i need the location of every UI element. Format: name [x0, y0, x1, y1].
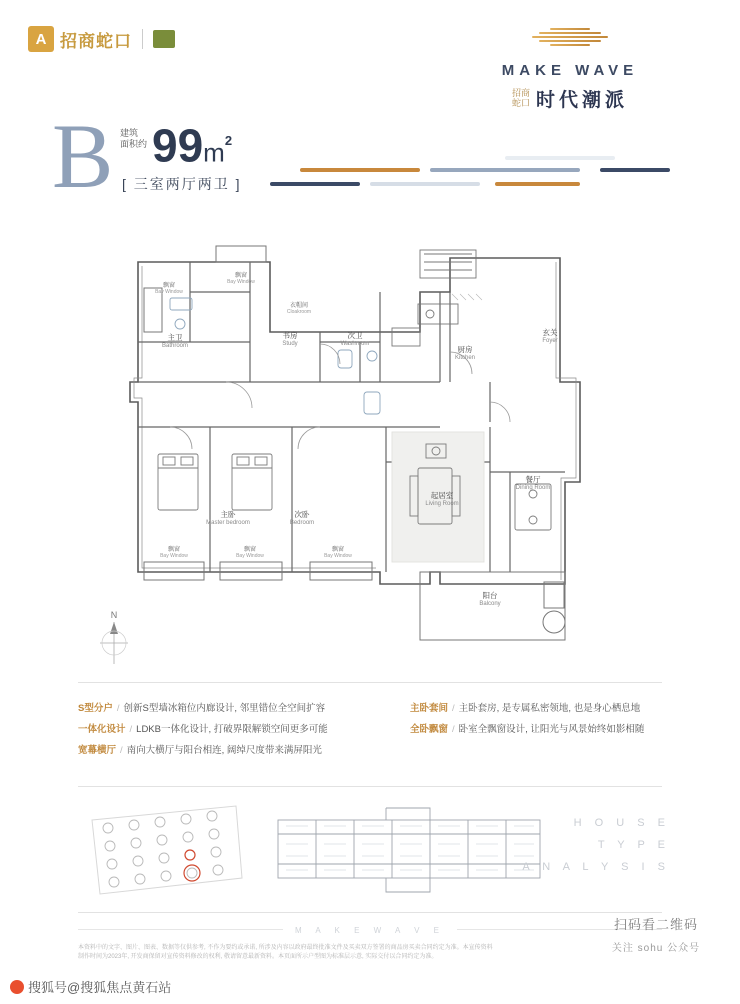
partner-logo-icon: [153, 30, 175, 48]
key-plan-diagram: [268, 794, 548, 906]
feature-key: S型分户: [78, 703, 113, 714]
feature-key: 宽幕横厅: [78, 745, 117, 756]
feature-item: S型分户 / 创新S型墙冰箱位内廊设计, 邻里错位全空间扩容: [78, 703, 326, 714]
watermark-text: 搜狐号@搜狐焦点黄石站: [28, 980, 172, 995]
area-label-line1: 建筑: [120, 128, 139, 138]
room-label: 衣帽间 Cloakroom: [286, 303, 312, 315]
compass-icon: N: [92, 610, 136, 672]
divider-top: [78, 682, 662, 683]
brand-prefix-line2: 蛇口: [511, 97, 530, 108]
feature-item: 主卧套间 / 主卧套房, 是专属私密领地, 也是身心栖息地: [410, 703, 641, 714]
room-label: 飘窗 Bay Window: [155, 283, 183, 295]
feature-item: 宽幕横厅 / 南向大横厅与阳台相连, 阔绰尺度带来满屏阳光: [78, 745, 322, 756]
brand-name-en: MAKE WAVE: [501, 62, 639, 79]
project-brand: [460, 18, 680, 112]
analysis-heading-line1: H O U S E: [573, 817, 670, 829]
unit-type-letter: B: [52, 105, 114, 207]
developer-logo: [28, 26, 175, 52]
room-label: 玄关 Foyer: [542, 328, 558, 344]
divider-middle: [78, 786, 662, 787]
feature-text: LDKB一体化设计, 打破界限解锁空间更多可能: [136, 724, 328, 735]
analysis-heading: [522, 812, 670, 878]
developer-logo-icon: A: [28, 26, 54, 52]
legal-disclaimer: 本资料中的文字、图片、图表、数据等仅供参考, 不作为要约或承诺, 所涉及内容以政府最终批准文件及买卖双方签署的商品房买卖合同约定为准。本宣传资料制作时间为2023年, 开发商保留对宣传资料修改的权利, 敬请留意最新资料。本页面所示户型图为标准层示意, 实际交付以合同约定为准。: [78, 945, 493, 960]
room-label: 飘窗 Bay Window: [324, 547, 352, 559]
feature-text: 南向大横厅与阳台相连, 阔绰尺度带来满屏阳光: [126, 745, 322, 756]
qr-code-caption-top: 扫码看二维码: [613, 917, 698, 932]
room-label: 次卫 Washroom: [340, 331, 370, 347]
qr-code-block: [596, 914, 716, 968]
logo-divider: [142, 29, 143, 49]
divider-bottom: [78, 912, 662, 913]
brand-emblem-icon: [460, 18, 680, 56]
unit-title-block: [0, 105, 740, 222]
decor-stripe-5: [495, 182, 580, 186]
floor-plan: [20, 232, 720, 682]
site-plan-diagram: [86, 800, 246, 900]
brand-name-cn-row: [460, 85, 680, 112]
area-label: [120, 128, 147, 151]
brand-name-cn: 时代潮派: [536, 90, 629, 111]
room-label: 飘窗 Bay Window: [236, 547, 264, 559]
feature-column-left: [78, 698, 378, 761]
decor-stripe-3: [270, 182, 360, 186]
room-label: 飘窗 Bay Window: [160, 547, 188, 559]
room-label: 次卧 Bedroom: [289, 510, 315, 526]
brand-prefix-line1: 招商: [511, 88, 530, 99]
house-type-analysis: [0, 790, 740, 910]
feature-key: 一体化设计: [78, 724, 126, 735]
feature-column-right: [410, 698, 710, 740]
room-label: 起居室 Living Room: [425, 491, 459, 507]
decor-stripe-4: [370, 182, 480, 186]
sohu-icon: [10, 980, 24, 994]
developer-logo-text: 招商蛇口: [60, 31, 132, 51]
analysis-heading-line3: A N A L Y S I S: [522, 861, 670, 873]
analysis-heading-line2: T Y P E: [597, 839, 670, 851]
feature-item: 全卧飘窗 / 卧室全飘窗设计, 让阳光与风景始终如影相随: [410, 724, 645, 735]
qr-code-caption-bottom: 关注 sohu 公众号: [611, 943, 701, 954]
decor-stripe-1: [300, 168, 420, 172]
footer-wave-text: M A K E W A V E: [283, 926, 457, 935]
feature-text: 卧室全飘窗设计, 让阳光与风景始终如影相随: [458, 724, 645, 735]
room-label: 厨房 Kitchen: [454, 345, 475, 361]
feature-key: 主卧套间: [410, 703, 449, 714]
decor-stripe-2: [430, 168, 580, 172]
area-unit: m: [203, 137, 225, 168]
area-label-line2: 面积约: [120, 139, 148, 150]
brand-prefix: [512, 89, 530, 108]
decor-stripe-6: [505, 156, 615, 160]
feature-text: 创新S型墙冰箱位内廊设计, 邻里错位全空间扩容: [123, 703, 326, 714]
room-configuration: [ 三室两厅两卫 ]: [122, 176, 242, 192]
feature-text: 主卧套房, 是专属私密领地, 也是身心栖息地: [458, 703, 641, 714]
area-unit-sup: 2: [224, 133, 233, 148]
room-label: 主卫 Bathroom: [161, 333, 188, 349]
room-label: 主卧 Master bedroom: [206, 510, 250, 526]
area-value-group: [152, 118, 232, 175]
site-watermark: [10, 977, 171, 996]
feature-key: 全卧飘窗: [410, 724, 449, 735]
room-label: 书房 Study: [282, 331, 298, 347]
room-label: 阳台 Balcony: [479, 591, 501, 607]
room-label: 餐厅 Dining Room: [515, 475, 551, 491]
feature-list: [0, 690, 740, 780]
footer-wave: [78, 922, 662, 938]
decor-stripe-7: [600, 168, 670, 172]
area-value: 99: [152, 119, 204, 172]
room-label: 飘窗 Bay Window: [227, 273, 255, 285]
page-header: [0, 0, 740, 120]
feature-item: 一体化设计 / LDKB一体化设计, 打破界限解锁空间更多可能: [78, 724, 328, 735]
